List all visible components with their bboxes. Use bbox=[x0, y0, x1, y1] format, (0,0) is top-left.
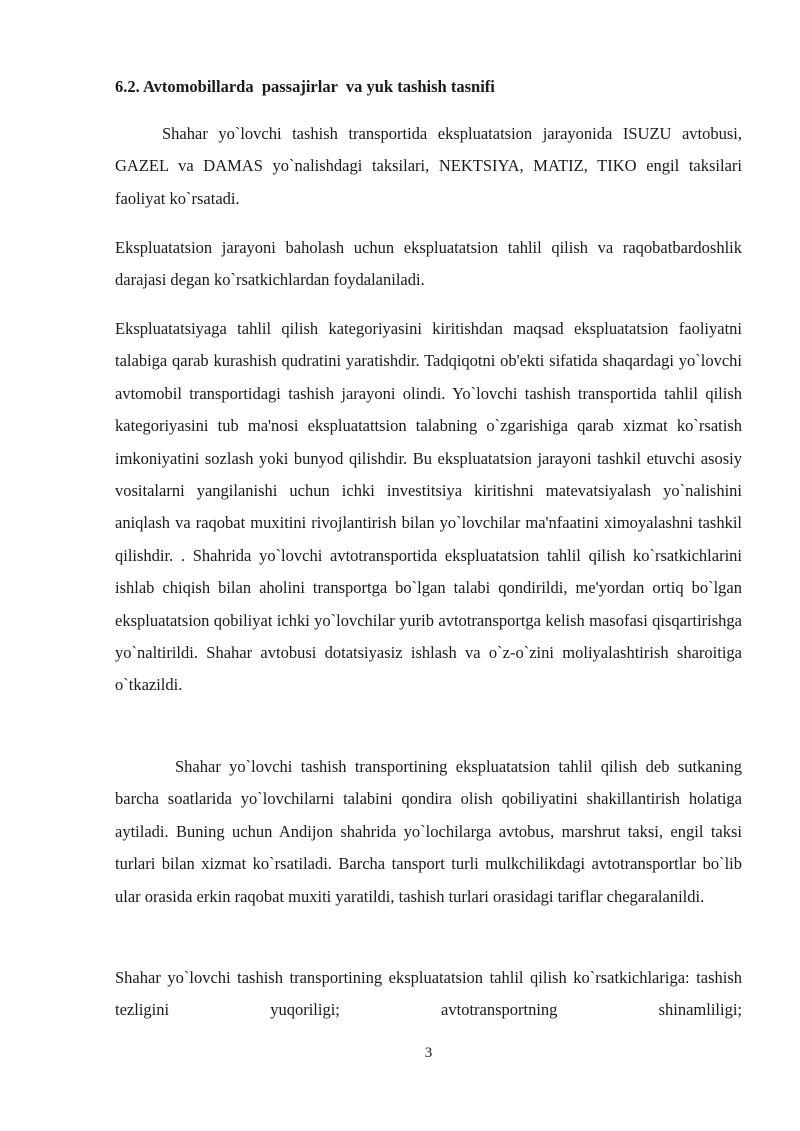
document-page bbox=[115, 0, 742, 1131]
paragraph-indicators: Shahar yo`lovchi tashish transportining ekspluatatsion tahlil qilish ko`rsatkichlariga: tashish tezligini yuqoriligi; avtotransportning shinamliligi; bbox=[115, 968, 742, 1020]
paragraph-intro: Shahar yo`lovchi tashish transportida ekspluatatsion jarayonida ISUZU avtobusi, GAZEL va DAMAS yo`nalishdagi taksilari, NEKTSIYA, MATIZ, TIKO engil taksilari faoliyat ko`rsatadi. bbox=[115, 124, 742, 208]
paragraph-definition: Shahar yo`lovchi tashish transportining ekspluatatsion tahlil qilish deb sutkaning barcha soatlarida yo`lovchilarni talabini qondira olish qobiliyatini shakillantirish holatiga aytiladi. Buning uchun Andijon shahrida yo`lochilarga avtobus, marshrut taksi, engil taksi turlari bilan xizmat ko`rsatiladi. Barcha tansport turli mulkchilikdagi avtotransportlar bo`lib ular orasida erkin raqobat muxiti yaratildi, tashish turlari orasidagi tariflar chegaralanildi. bbox=[115, 757, 742, 906]
section-heading: 6.2. Avtomobillarda passajirlar va yuk tashish tasnifi bbox=[115, 77, 495, 96]
page-number: 3 bbox=[424, 1045, 433, 1061]
paragraph-evaluation: Ekspluatatsion jarayoni baholash uchun ekspluatatsion tahlil qilish va raqobatbardoshlik darajasi degan ko`rsatkichlardan foydalaniladi. bbox=[115, 238, 742, 290]
paragraph-analysis: Ekspluatatsiyaga tahlil qilish kategoriyasini kiritishdan maqsad ekspluatatsion faoliyatni talabiga qarab kurashish qudratini yaratishdir. Tadqiqotni ob'ekti sifatida shaqardagi yo`lovchi avtomobil transportidagi tashish jarayoni olindi. Yo`lovchi tashish transportida tahlil qilish kategoriyasini tub ma'nosi ekspluatattsion talabning o`zgarishiga qarab xizmat ko`rsatish imkoniyatini sozlash yoki bunyod qilishdir. Bu ekspluatatsion jarayoni tashkil etuvchi asosiy vositalarni yangilanishi uchun ichki investitsiya kiritishni matevatsiyalash yo`nalishini aniqlash va raqobat muxitini rivojlantirish bilan yo`lovchilar ma'nfaatini ximoyalashni tashkil qilishdir. . Shahrida yo`lovchi avtotransportida ekspluatatsion tahlil qilish ko`rsatkichlarini ishlab chiqish bilan aholini transportga bo`lgan talabi qondirildi, me'yordan ortiq bo`lgan ekspluatatsion qobiliyat ichki yo`lovchilar yurib avtotransportga kelish masofasi qisqartirishga yo`naltirildi. Shahar avtobusi dotatsiyasiz ishlash va o`z-o`zini moliyalashtirish sharoitiga o`tkazildi. bbox=[115, 319, 742, 695]
